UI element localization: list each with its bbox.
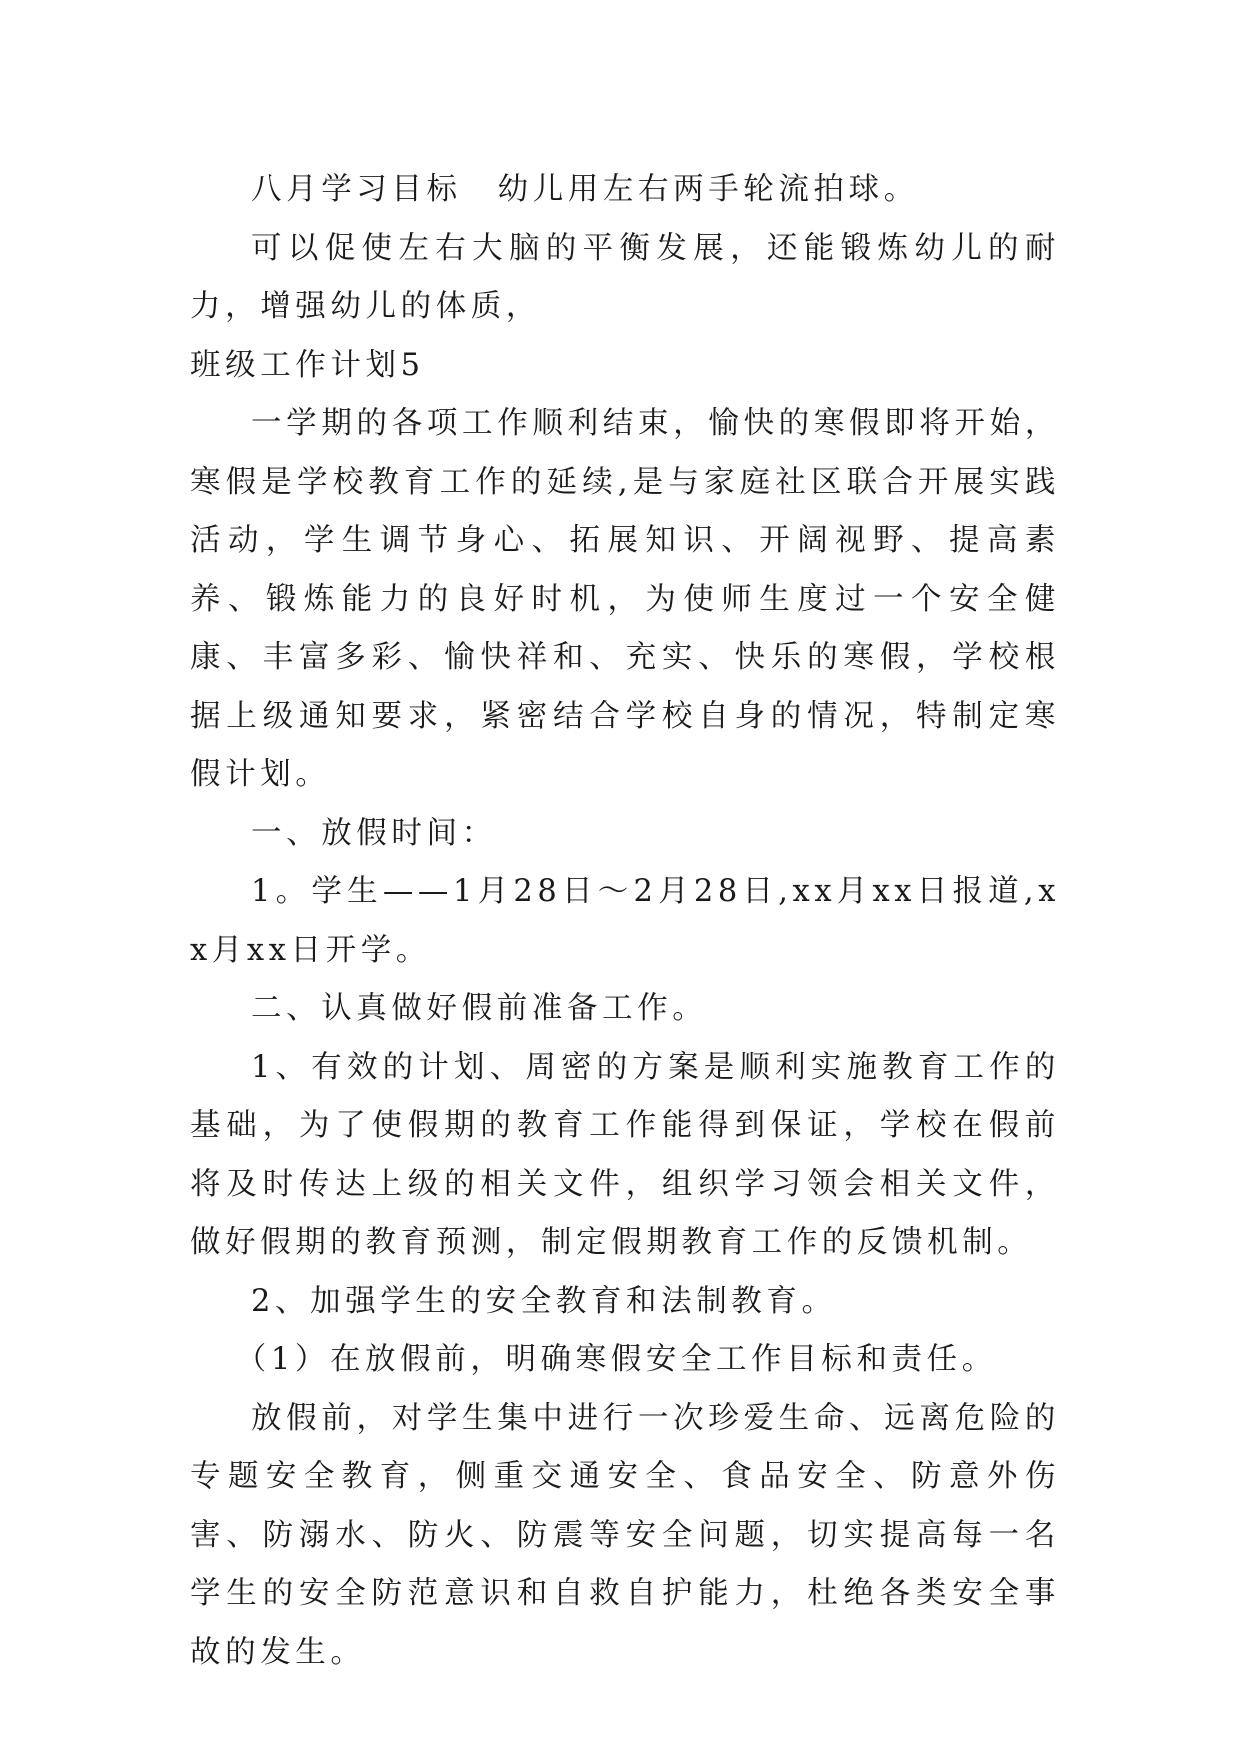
- heading-preparation: 二、认真做好假前准备工作。: [251, 991, 708, 1026]
- paragraph-safety-goals: （1）在放假前，明确寒假安全工作目标和责任。: [235, 1342, 997, 1377]
- paragraph-effective-plan: 1、有效的计划、周密的方案是顺利实施教育工作的基础，为了使假期的教育工作能得到保证，学校在假前将及时传达上级的相关文件，组织学习领会相关文件，做好假期的教育预测，制定假期教育工作的反馈机制。: [190, 1049, 1060, 1260]
- august-goal-label: 八月学习目标: [251, 172, 462, 207]
- paragraph-student-dates: 1。学生——1月28日～2月28日,xx月xx日报道,xx月xx日开学。: [190, 874, 1060, 968]
- august-goal-text: 幼儿用左右两手轮流拍球。: [497, 172, 919, 207]
- heading-holiday-time: 一、放假时间：: [251, 815, 497, 851]
- paragraph-brain-balance: 可以促使左右大脑的平衡发展，还能锻炼幼儿的耐力，增强幼儿的体质，: [190, 230, 1060, 324]
- section-heading-plan-5: 班级工作计划5: [190, 347, 425, 383]
- document-body: [190, 161, 1060, 1682]
- paragraph-august-goal: [190, 161, 1060, 220]
- paragraph-safety-education: 2、加强学生的安全教育和法制教育。: [251, 1283, 837, 1319]
- paragraph-winter-intro: 一学期的各项工作顺利结束，愉快的寒假即将开始，寒假是学校教育工作的延续,是与家庭社区联合开展实践活动，学生调节身心、拓展知识、开阔视野、提高素养、锻炼能力的良好时机，为使师生度过一个安全健康、丰富多彩、愉快祥和、充实、快乐的寒假，学校根据上级通知要求，紧密结合学校自身的情况，特制定寒假计划。: [190, 406, 1060, 792]
- paragraph-pre-holiday-safety: 放假前，对学生集中进行一次珍爱生命、远离危险的专题安全教育，侧重交通安全、食品安全、防意外伤害、防溺水、防火、防震等安全问题，切实提高每一名学生的安全防范意识和自救自护能力，杜绝各类安全事故的发生。: [190, 1400, 1060, 1670]
